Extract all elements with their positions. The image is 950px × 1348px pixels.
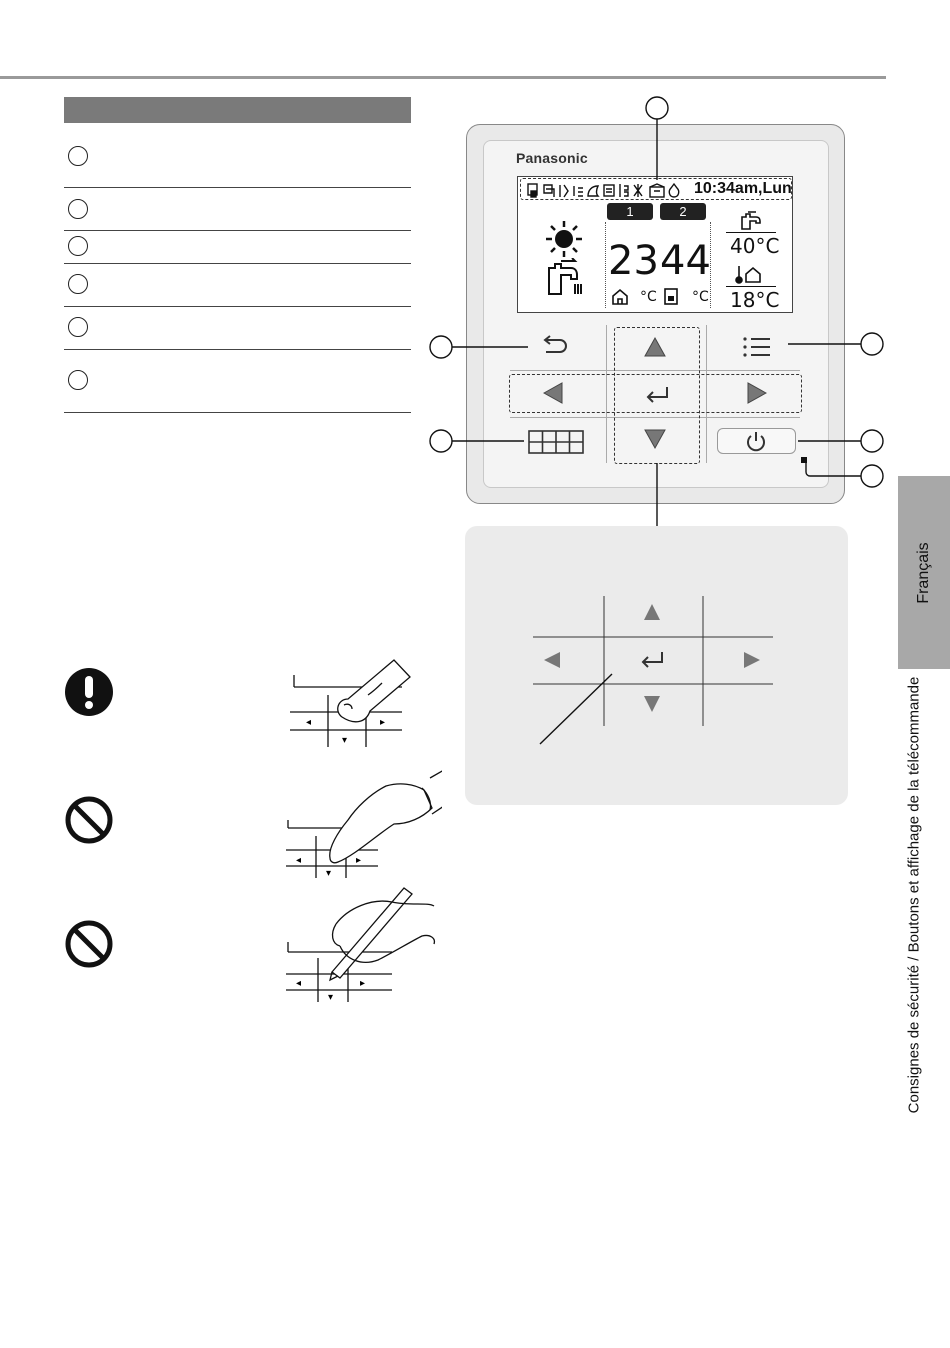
table-row-divider <box>64 306 411 307</box>
table-row-divider <box>64 412 411 413</box>
callout-leaders <box>420 90 890 530</box>
zone-2-temperature: 44 <box>660 238 711 284</box>
table-row-divider <box>64 263 411 264</box>
svg-text:◂: ◂ <box>306 717 312 728</box>
zone-2-unit: °C <box>692 289 709 305</box>
top-rule <box>0 76 886 79</box>
svg-text:▸: ▸ <box>380 717 386 728</box>
prohibited-icon <box>64 795 114 845</box>
zone-1-unit: °C <box>640 289 657 305</box>
touch-area-diagram <box>520 590 790 750</box>
finger-touch-illustration <box>282 655 412 755</box>
svg-text:▾: ▾ <box>326 868 332 879</box>
table-row-divider <box>64 187 411 188</box>
language-tab[interactable] <box>898 476 950 669</box>
table-row-divider <box>64 349 411 350</box>
svg-text:▾: ▾ <box>328 992 334 1003</box>
table-header-bar <box>64 97 411 123</box>
prohibited-icon <box>64 919 114 969</box>
svg-text:◂: ◂ <box>296 978 302 989</box>
callout-number-4 <box>68 274 88 294</box>
exclamation-icon <box>64 667 114 717</box>
svg-text:▸: ▸ <box>360 978 366 989</box>
svg-text:◂: ◂ <box>296 855 302 866</box>
zone-1-badge: 1 <box>607 203 653 220</box>
svg-text:▸: ▸ <box>356 855 362 866</box>
pen-press-illustration <box>282 884 442 1009</box>
brand-logo: Panasonic <box>516 150 588 166</box>
zone-1-temperature: 23 <box>608 238 659 284</box>
svg-text:▾: ▾ <box>342 735 348 746</box>
callout-number-3 <box>68 236 88 256</box>
callout-number-1 <box>68 146 88 166</box>
zone-2-badge: 2 <box>660 203 706 220</box>
section-caption: Consignes de sécurité / Boutons et affichage de la télécommande <box>905 676 923 1114</box>
clock-display: 10:34am,Lun <box>694 180 792 197</box>
language-label: Français <box>915 541 932 604</box>
outdoor-temperature: 18°C <box>730 288 780 312</box>
callout-number-5 <box>68 317 88 337</box>
tank-temperature: 40°C <box>730 234 780 258</box>
fingernail-press-illustration <box>282 768 442 885</box>
table-row-divider <box>64 230 411 231</box>
callout-number-6 <box>68 370 88 390</box>
callout-number-2 <box>68 199 88 219</box>
